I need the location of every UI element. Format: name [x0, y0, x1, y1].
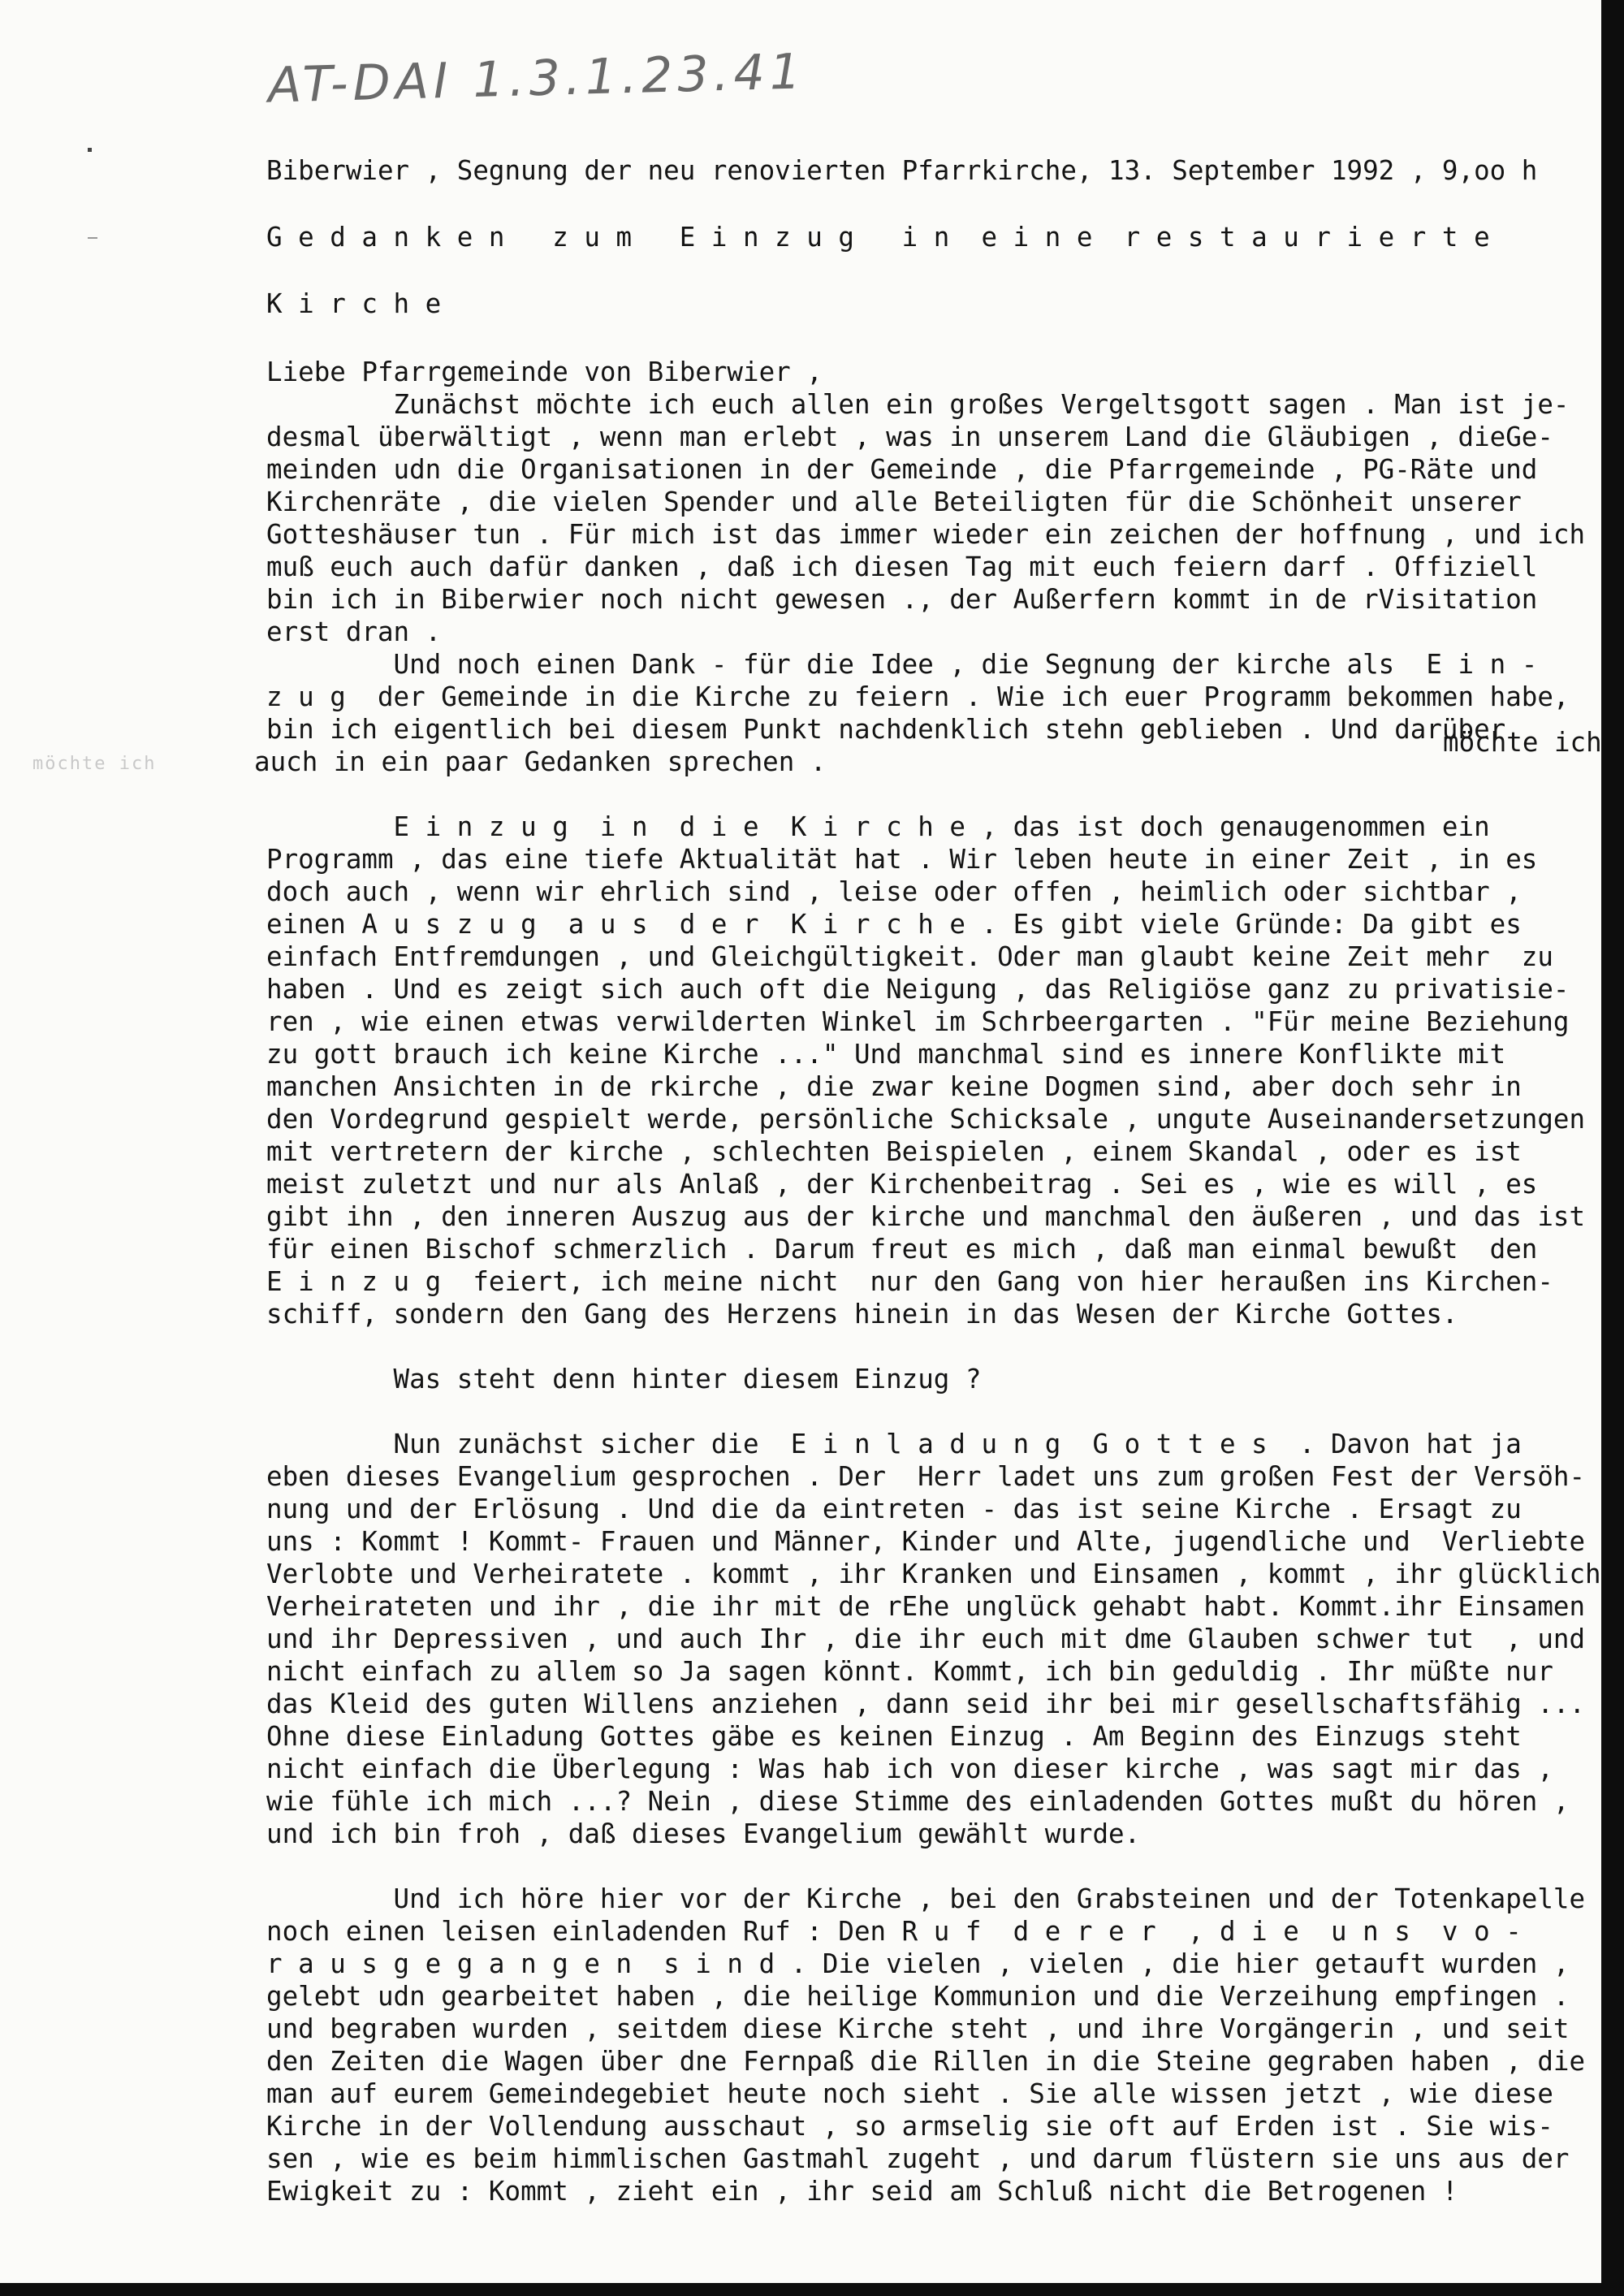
body-line: nicht einfach die Überlegung : Was hab ich von dieser kirche , was sagt mir das , [266, 1753, 1553, 1784]
body-line: ren , wie einen etwas verwilderten Winkel im Schrbeergarten . "Für meine Beziehung [266, 1006, 1570, 1037]
body-line: einen A u s z u g a u s d e r K i r c h e . Es gibt viele Gründe: Da gibt es [266, 909, 1522, 940]
body-line: zu gott brauch ich keine Kirche ..." Und manchmal sind es innere Konflikte mit [266, 1039, 1506, 1070]
body-line: doch auch , wenn wir ehrlich sind , leise oder offen , heimlich oder sichtbar , [266, 876, 1522, 907]
body-line: Gotteshäuser tun . Für mich ist das immer wieder ein zeichen der hoffnung , und ich [266, 519, 1586, 550]
occasion-line: Biberwier , Segnung der neu renovierten Pfarrkirche, 13. September 1992 , 9,oo h [266, 155, 1538, 186]
body-line: den Zeiten die Wagen über dne Fernpaß die Rillen in die Steine gegraben haben , die [266, 2046, 1586, 2077]
typed-correction-overlay: möchte ich [1443, 727, 1602, 758]
body-line: einfach Entfremdungen , und Gleichgültigkeit. Oder man glaubt keine Zeit mehr zu [266, 941, 1553, 972]
body-line: und ihr Depressiven , und auch Ihr , die ihr euch mit dme Glauben schwer tut , und [266, 1624, 1586, 1654]
body-line: das Kleid des guten Willens anziehen , dann seid ihr bei mir gesellschaftsfähig ... [266, 1688, 1586, 1719]
body-line: mit vertretern der kirche , schlechten Beispielen , einem Skandal , oder es ist [266, 1136, 1522, 1167]
body-line: Kirchenräte , die vielen Spender und alle Beteiligten für die Schönheit unserer [266, 486, 1522, 517]
body-line: schiff, sondern den Gang des Herzens hinein in das Wesen der Kirche Gottes. [266, 1299, 1458, 1330]
body-line: Ewigkeit zu : Kommt , zieht ein , ihr seid am Schluß nicht die Betrogenen ! [266, 2176, 1458, 2207]
body-line: auch in ein paar Gedanken sprechen . [254, 746, 827, 777]
body-line: Zunächst möchte ich euch allen ein großes Vergeltsgott sagen . Man ist je- [266, 389, 1570, 420]
body-line: Liebe Pfarrgemeinde von Biberwier , [266, 357, 823, 387]
scan-border-bottom [0, 2283, 1624, 2296]
scan-border-right [1601, 0, 1624, 2296]
scan-speck [88, 148, 92, 152]
body-line: Programm , das eine tiefe Aktualität hat . Wir leben heute in einer Zeit , in es [266, 844, 1538, 875]
body-line: noch einen leisen einladenden Ruf : Den R u f d e r e r , d i e u n s v o - [266, 1916, 1522, 1947]
body-line: bin ich eigentlich bei diesem Punkt nachdenklich stehn geblieben . Und darüber [266, 714, 1506, 745]
body-line: manchen Ansichten in de rkirche , die zwar keine Dogmen sind, aber doch sehr in [266, 1071, 1522, 1102]
body-line: E i n z u g feiert, ich meine nicht nur den Gang von hier heraußen ins Kirchen- [266, 1266, 1553, 1297]
body-line: wie fühle ich mich ...? Nein , diese Stimme des einladenden Gottes mußt du hören , [266, 1786, 1570, 1817]
body-line: und ich bin froh , daß dieses Evangelium gewählt wurde. [266, 1818, 1141, 1849]
body-line: nicht einfach zu allem so Ja sagen könnt. Kommt, ich bin geduldig . Ihr müßte nur [266, 1656, 1553, 1687]
body-line: bin ich in Biberwier noch nicht gewesen ., der Außerfern kommt in de rVisitation [266, 584, 1538, 615]
body-line: meist zuletzt und nur als Anlaß , der Kirchenbeitrag . Sei es , wie es will , es [266, 1169, 1538, 1200]
body-line: Und ich höre hier vor der Kirche , bei den Grabsteinen und der Totenkapelle [266, 1883, 1586, 1914]
body-line: Und noch einen Dank - für die Idee , die Segnung der kirche als E i n - [266, 649, 1538, 680]
body-line: den Vordegrund gespielt werde, persönliche Schicksale , ungute Auseinandersetzungen [266, 1104, 1586, 1135]
scan-speck [88, 237, 97, 239]
body-line: Verlobte und Verheiratete . kommt , ihr Kranken und Einsamen , kommt , ihr glücklich [266, 1559, 1601, 1589]
body-line: nung und der Erlösung . Und die da eintreten - das ist seine Kirche . Ersagt zu [266, 1494, 1522, 1524]
body-line: gibt ihn , den inneren Auszug aus der kirche und manchmal den äußeren , und das ist [266, 1201, 1586, 1232]
body-line: erst dran . [266, 616, 442, 647]
body-line: desmal überwältigt , wenn man erlebt , was in unserem Land die Gläubigen , dieGe- [266, 422, 1553, 452]
body-line: z u g der Gemeinde in die Kirche zu feiern . Wie ich euer Programm bekommen habe, [266, 681, 1570, 712]
body-line: Was steht denn hinter diesem Einzug ? [266, 1364, 982, 1394]
body-line: r a u s g e g a n g e n s i n d . Die vielen , vielen , die hier getauft wurden , [266, 1948, 1570, 1979]
body-line: gelebt udn gearbeitet haben , die heilige Kommunion und die Verzeihung empfingen . [266, 1981, 1570, 2012]
body-line: meinden udn die Organisationen in der Gemeinde , die Pfarrgemeinde , PG-Räte und [266, 454, 1538, 485]
title-line-1: G e d a n k e n z u m E i n z u g i n e i n e r e s t a u r i e r t e [266, 222, 1490, 253]
body-line: haben . Und es zeigt sich auch oft die Neigung , das Religiöse ganz zu privatisie- [266, 974, 1570, 1005]
body-line: Ohne diese Einladung Gottes gäbe es keinen Einzug . Am Beginn des Einzugs steht [266, 1721, 1522, 1752]
margin-ghost-text: möchte ich [32, 754, 157, 774]
body-line: Kirche in der Vollendung ausschaut , so armselig sie oft auf Erden ist . Sie wis- [266, 2111, 1553, 2142]
body-line: uns : Kommt ! Kommt- Frauen und Männer, Kinder und Alte, jugendliche und Verliebte [266, 1526, 1586, 1557]
title-line-2: K i r c h e [266, 288, 442, 319]
body-line: Nun zunächst sicher die E i n l a d u n g G o t t e s . Davon hat ja [266, 1429, 1522, 1459]
archive-reference-stamp: AT-DAI 1.3.1.23.41 [267, 43, 806, 115]
body-line: Verheirateten und ihr , die ihr mit de rEhe unglück gehabt habt. Kommt.ihr Einsamen [266, 1591, 1586, 1622]
body-line: man auf eurem Gemeindegebiet heute noch sieht . Sie alle wissen jetzt , wie diese [266, 2078, 1553, 2109]
body-line: muß euch auch dafür danken , daß ich diesen Tag mit euch feiern darf . Offiziell [266, 551, 1538, 582]
body-line: für einen Bischof schmerzlich . Darum freut es mich , daß man einmal bewußt den [266, 1234, 1538, 1265]
body-line: sen , wie es beim himmlischen Gastmahl zugeht , und darum flüstern sie uns aus der [266, 2143, 1570, 2174]
body-line: E i n z u g i n d i e K i r c h e , das ist doch genaugenommen ein [266, 811, 1490, 842]
body-line: und begraben wurden , seitdem diese Kirche steht , und ihre Vorgängerin , und seit [266, 2013, 1570, 2044]
body-line: eben dieses Evangelium gesprochen . Der Herr ladet uns zum großen Fest der Versöh- [266, 1461, 1586, 1492]
